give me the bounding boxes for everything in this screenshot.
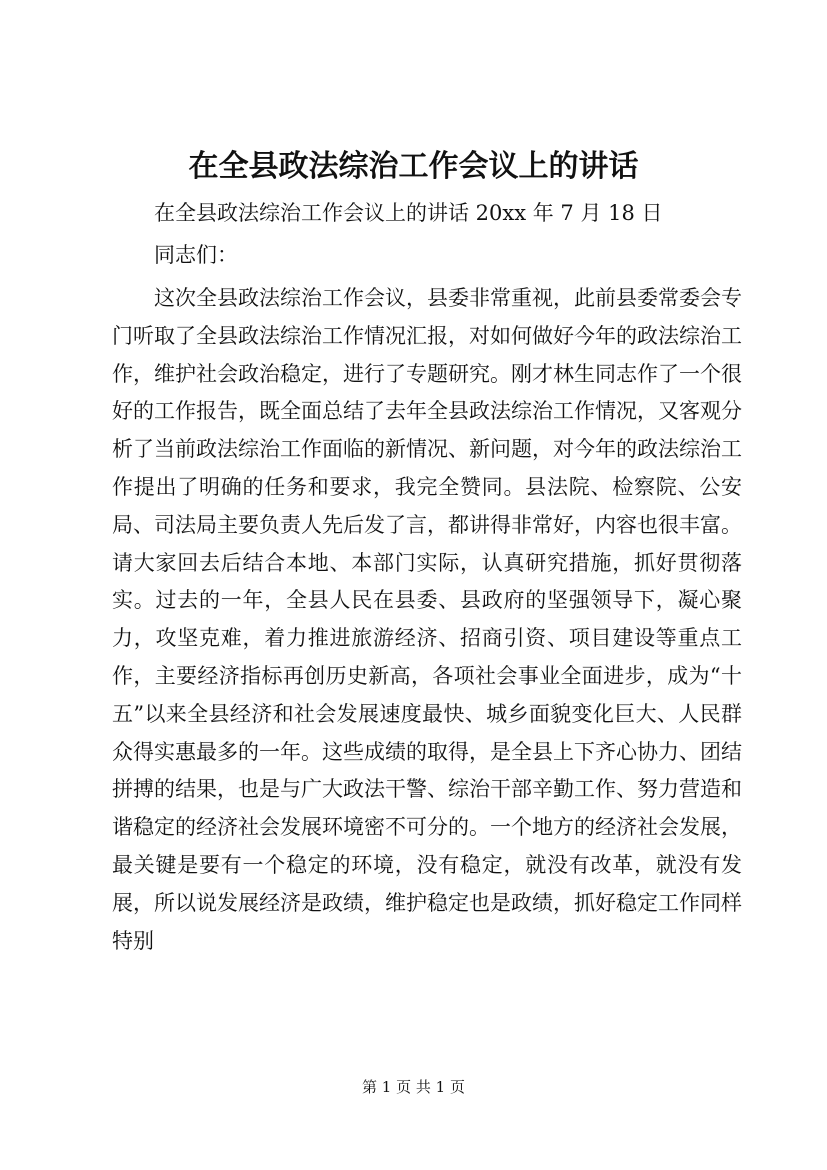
body-paragraph: 这次全县政法综治工作会议，县委非常重视，此前县委常委会专门听取了全县政法综治工作情况汇报，对如何做好今年的政法综治工作，维护社会政治稳定，进行了专题研究。刚才林生同志作了一个很好的工作报告，既全面总结了去年全县政法综治工作情况，又客观分析了当前政法综治工作面临的新情况、新问题，对今年的政法综治工作提出了明确的任务和要求，我完全赞同。县法院、检察院、公安局、司法局主要负责人先后发了言，都讲得非常好，内容也很丰富。请大家回去后结合本地、本部门实际，认真研究措施，抓好贯彻落实。过去的一年，全县人民在县委、县政府的坚强领导下，凝心聚力，攻坚克难，着力推进旅游经济、招商引资、项目建设等重点工作，主要经济指标再创历史新高，各项社会事业全面进步，成为“十五”以来全县经济和社会发展速度最快、城乡面貌变化巨大、人民群众得实惠最多的一年。这些成绩的取得，是全县上下齐心协力、团结拼搏的结果，也是与广大政法干警、综治干部辛勤工作、努力营造和谐稳定的经济社会发展环境密不可分的。一个地方的经济社会发展，最关键是要有一个稳定的环境，没有稳定，就没有改革，就没有发展，所以说发展经济是政绩，维护稳定也是政绩，抓好稳定工作同样特别: [112, 286, 742, 953]
document-title: 在全县政法综治工作会议上的讲话: [188, 149, 639, 184]
subtitle-date-line: 在全县政法综治工作会议上的讲话 20xx 年 7 月 18 日: [154, 201, 663, 225]
salutation: 同志们：: [154, 243, 238, 267]
page-footer: 第 1 页 共 1 页: [362, 1078, 465, 1096]
